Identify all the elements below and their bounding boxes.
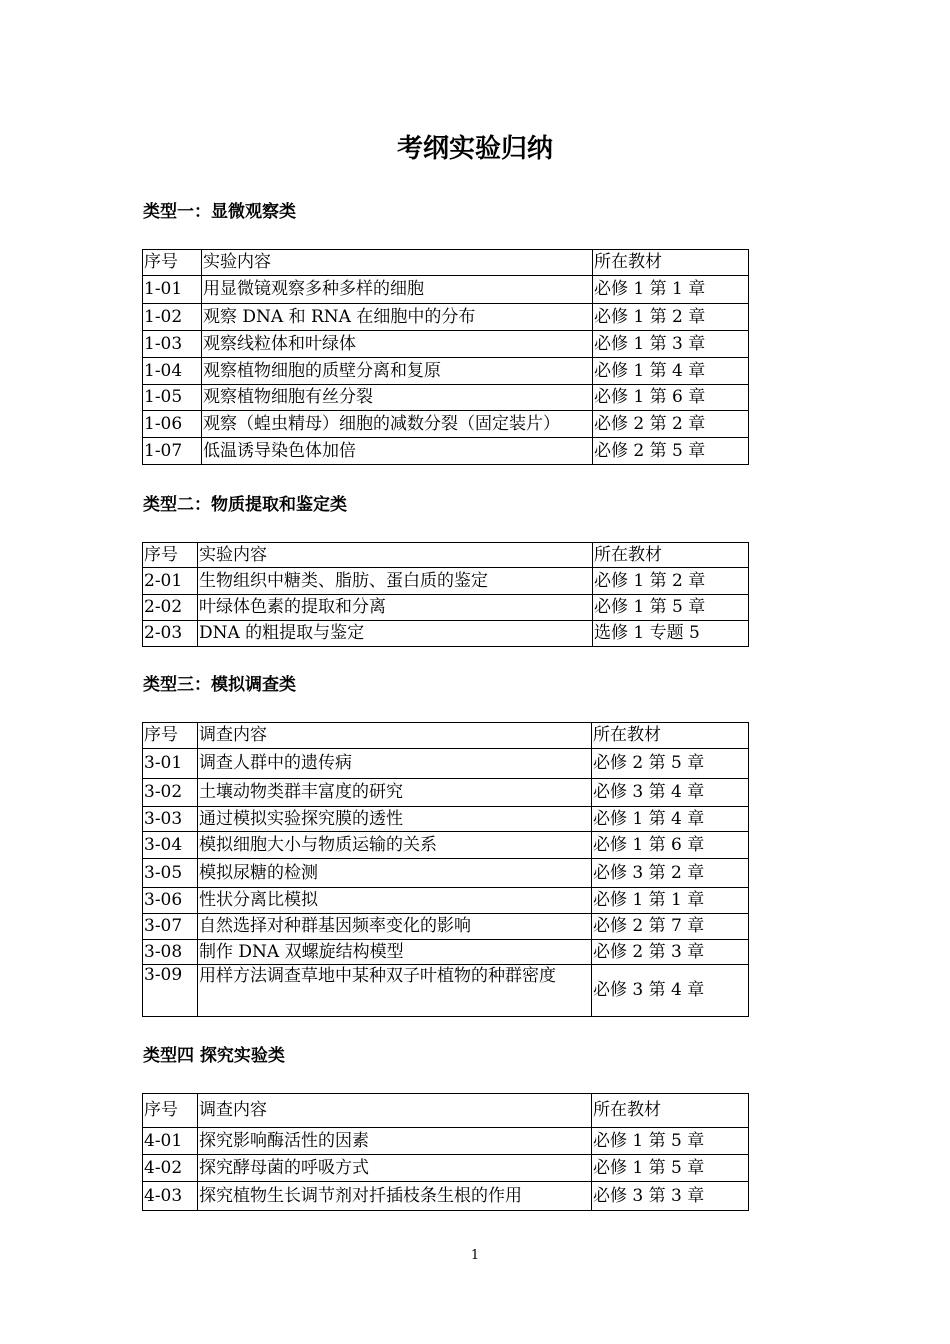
cell-id: 3-03 (143, 807, 198, 832)
table-row (143, 568, 749, 595)
cell-textbook: 必修 1 第 1 章 (593, 276, 749, 304)
cell-content: DNA 的粗提取与鉴定 (198, 621, 593, 647)
header-cell-content: 实验内容 (202, 250, 593, 276)
section-heading-inquiry: 类型四 探究实验类 (143, 1046, 285, 1066)
cell-textbook: 必修 2 第 5 章 (592, 749, 749, 779)
cell-textbook: 必修 1 第 3 章 (593, 331, 749, 358)
cell-id: 4-01 (143, 1128, 198, 1155)
cell-textbook: 必修 3 第 4 章 (592, 965, 749, 1017)
cell-content: 制作 DNA 双螺旋结构模型 (198, 940, 592, 965)
table-row (143, 1155, 749, 1182)
cell-textbook: 必修 1 第 6 章 (593, 385, 749, 411)
cell-id: 2-03 (143, 621, 198, 647)
cell-textbook: 必修 3 第 4 章 (592, 779, 749, 807)
cell-content: 观察（蝗虫精母）细胞的减数分裂（固定装片） (202, 411, 593, 438)
header-cell-content: 实验内容 (198, 543, 593, 568)
table-header-row (143, 250, 749, 276)
cell-id: 1-01 (143, 276, 202, 304)
header-cell-id: 序号 (143, 250, 202, 276)
cell-textbook: 必修 2 第 3 章 (592, 940, 749, 965)
cell-id: 3-09 (143, 965, 198, 1017)
table-header-row (143, 543, 749, 568)
cell-content: 模拟细胞大小与物质运输的关系 (198, 832, 592, 859)
table-row (143, 888, 749, 914)
cell-content: 观察植物细胞的质壁分离和复原 (202, 358, 593, 385)
table-row (143, 832, 749, 859)
header-cell-textbook: 所在教材 (592, 723, 749, 749)
table-row (143, 914, 749, 940)
section-heading-extraction: 类型二：物质提取和鉴定类 (143, 495, 347, 515)
cell-id: 1-04 (143, 358, 202, 385)
cell-id: 3-01 (143, 749, 198, 779)
table-row (143, 965, 749, 1017)
page-title: 考纲实验归纳 (396, 134, 553, 164)
header-cell-content: 调查内容 (198, 1094, 592, 1128)
table-row (143, 807, 749, 832)
table-row (143, 749, 749, 779)
cell-id: 3-08 (143, 940, 198, 965)
table-row (143, 595, 749, 621)
table-row (143, 1128, 749, 1155)
cell-id: 1-07 (143, 438, 202, 465)
cell-textbook: 必修 1 第 1 章 (592, 888, 749, 914)
cell-content: 生物组织中糖类、脂肪、蛋白质的鉴定 (198, 568, 593, 595)
header-cell-id: 序号 (143, 723, 198, 749)
table-microscopy (142, 249, 749, 465)
cell-textbook: 必修 1 第 5 章 (592, 1155, 749, 1182)
cell-content: 自然选择对种群基因频率变化的影响 (198, 914, 592, 940)
table-row (143, 276, 749, 304)
cell-textbook: 必修 1 第 4 章 (592, 807, 749, 832)
cell-content: 观察线粒体和叶绿体 (202, 331, 593, 358)
cell-content: 探究酵母菌的呼吸方式 (198, 1155, 592, 1182)
cell-textbook: 必修 2 第 2 章 (593, 411, 749, 438)
cell-id: 3-05 (143, 859, 198, 888)
cell-textbook: 必修 2 第 5 章 (593, 438, 749, 465)
table-row (143, 385, 749, 411)
cell-content: 叶绿体色素的提取和分离 (198, 595, 593, 621)
table-header-row (143, 1094, 749, 1128)
cell-content: 用显微镜观察多种多样的细胞 (202, 276, 593, 304)
header-cell-content: 调查内容 (198, 723, 592, 749)
cell-content: 性状分离比模拟 (198, 888, 592, 914)
cell-id: 2-02 (143, 595, 198, 621)
cell-textbook: 必修 1 第 2 章 (593, 304, 749, 331)
table-simulation (142, 722, 749, 1017)
header-cell-textbook: 所在教材 (592, 1094, 749, 1128)
cell-id: 1-05 (143, 385, 202, 411)
cell-id: 1-06 (143, 411, 202, 438)
cell-content: 模拟尿糖的检测 (198, 859, 592, 888)
section-heading-microscopy: 类型一：显微观察类 (143, 202, 296, 222)
cell-textbook: 必修 2 第 7 章 (592, 914, 749, 940)
cell-content: 调查人群中的遗传病 (198, 749, 592, 779)
header-cell-id: 序号 (143, 543, 198, 568)
table-row (143, 411, 749, 438)
cell-id: 3-02 (143, 779, 198, 807)
cell-content: 通过模拟实验探究膜的透性 (198, 807, 592, 832)
cell-textbook: 必修 3 第 2 章 (592, 859, 749, 888)
table-extraction (142, 542, 749, 647)
header-cell-textbook: 所在教材 (593, 250, 749, 276)
cell-id: 1-03 (143, 331, 202, 358)
table-header-row (143, 723, 749, 749)
table-row (143, 1182, 749, 1211)
cell-textbook: 必修 1 第 2 章 (593, 568, 749, 595)
table-row (143, 331, 749, 358)
cell-content: 探究植物生长调节剂对扦插枝条生根的作用 (198, 1182, 592, 1211)
cell-content: 探究影响酶活性的因素 (198, 1128, 592, 1155)
cell-content: 土壤动物类群丰富度的研究 (198, 779, 592, 807)
table-row (143, 304, 749, 331)
cell-content: 低温诱导染色体加倍 (202, 438, 593, 465)
table-row (143, 438, 749, 465)
page-number: 1 (470, 1248, 480, 1263)
section-heading-simulation: 类型三：模拟调查类 (143, 675, 296, 695)
header-cell-textbook: 所在教材 (593, 543, 749, 568)
cell-content: 观察植物细胞有丝分裂 (202, 385, 593, 411)
cell-id: 4-03 (143, 1182, 198, 1211)
cell-textbook: 必修 1 第 6 章 (592, 832, 749, 859)
cell-id: 4-02 (143, 1155, 198, 1182)
table-inquiry (142, 1093, 749, 1211)
table-row (143, 779, 749, 807)
cell-id: 3-06 (143, 888, 198, 914)
cell-textbook: 选修 1 专题 5 (593, 621, 749, 647)
cell-id: 2-01 (143, 568, 198, 595)
cell-textbook: 必修 1 第 5 章 (592, 1128, 749, 1155)
table-row (143, 859, 749, 888)
cell-textbook: 必修 1 第 5 章 (593, 595, 749, 621)
table-row (143, 358, 749, 385)
table-row (143, 621, 749, 647)
cell-textbook: 必修 1 第 4 章 (593, 358, 749, 385)
cell-id: 3-07 (143, 914, 198, 940)
cell-content: 用样方法调查草地中某种双子叶植物的种群密度 (198, 965, 592, 1017)
cell-id: 3-04 (143, 832, 198, 859)
cell-content: 观察 DNA 和 RNA 在细胞中的分布 (202, 304, 593, 331)
header-cell-id: 序号 (143, 1094, 198, 1128)
table-row (143, 940, 749, 965)
cell-id: 1-02 (143, 304, 202, 331)
cell-textbook: 必修 3 第 3 章 (592, 1182, 749, 1211)
